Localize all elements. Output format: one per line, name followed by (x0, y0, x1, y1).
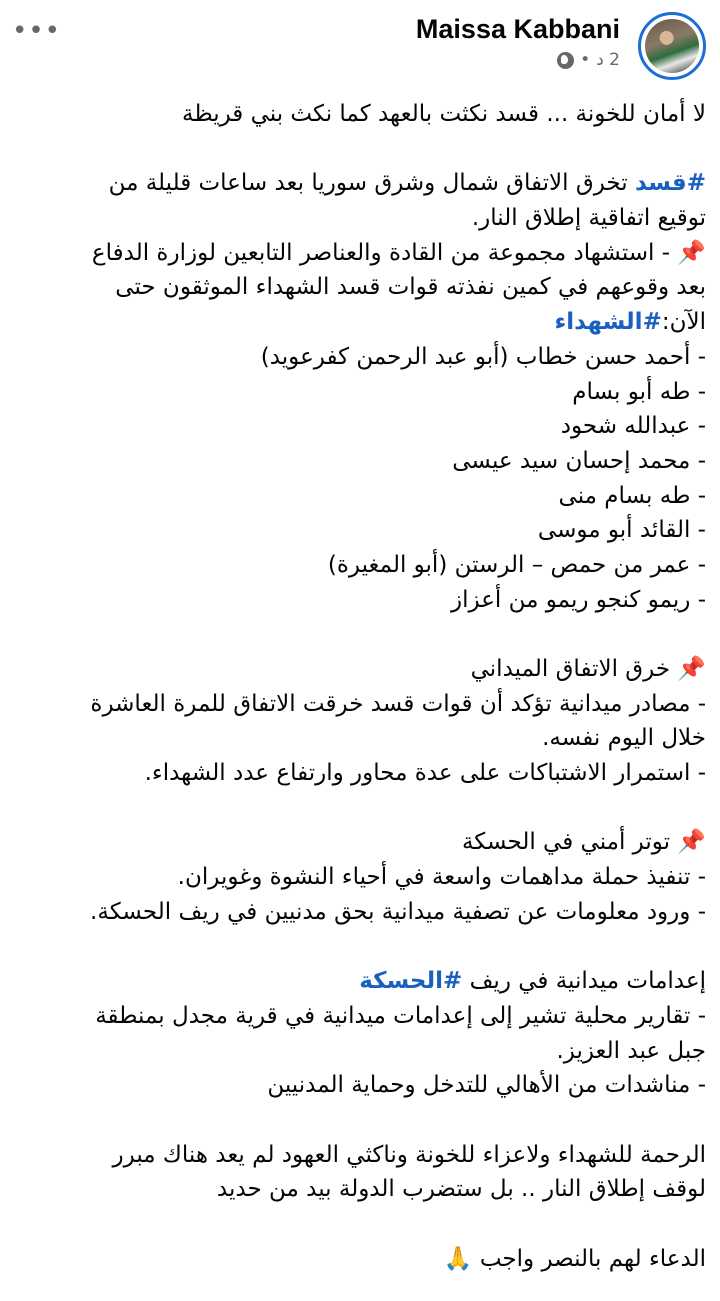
post-text-line (10, 340, 706, 375)
post-text-line (10, 687, 706, 722)
blank-line (10, 791, 706, 826)
post-text-line (10, 721, 706, 756)
text-segment: إعدامات ميدانية في ريف (462, 968, 706, 995)
post-text-line (10, 1242, 706, 1277)
post-text (10, 97, 706, 1276)
globe-icon (557, 52, 574, 69)
text-segment: - استمرار الاشتباكات على عدة محاور وارتفاع عدد الشهداء. (144, 760, 706, 787)
hashtag-link[interactable]: #الشهداء (554, 309, 662, 336)
post-text-line (10, 97, 706, 132)
text-segment: - القائد أبو موسى (537, 517, 706, 544)
text-segment: - أحمد حسن خطاب (أبو عبد الرحمن كفرعويد) (260, 343, 706, 370)
post-text-line (10, 1034, 706, 1069)
text-segment: - عبدالله شحود (560, 413, 706, 440)
post-text-line (10, 756, 706, 791)
post-text-line (10, 375, 706, 410)
hashtag-link[interactable]: #قسد (634, 170, 706, 197)
post-text-line (10, 270, 706, 305)
post-text-line (10, 583, 706, 618)
text-segment: لا أمان للخونة ... قسد نكثت بالعهد كما نكث بني قريظة (182, 101, 706, 127)
post-text-line (10, 201, 706, 236)
text-segment: 📌 توتر أمني في الحسكة (461, 829, 706, 856)
text-segment: - طه أبو بسام (572, 378, 706, 405)
hashtag-link[interactable]: #الحسكة (359, 968, 463, 995)
post-text-line (10, 305, 706, 340)
blank-line (10, 617, 706, 652)
text-segment: - مصادر ميدانية تؤكد أن قوات قسد خرقت الاتفاق للمرة العاشرة (90, 690, 706, 717)
separator: • (580, 50, 591, 70)
text-segment: خلال اليوم نفسه. (542, 725, 706, 752)
post-header (0, 0, 720, 95)
post-text-line (10, 825, 706, 860)
text-segment: - عمر من حمص – الرستن (أبو المغيرة) (327, 551, 706, 578)
post-meta (557, 50, 620, 70)
post-text-line (10, 999, 706, 1034)
blank-line (10, 132, 706, 167)
post-text-line (10, 479, 706, 514)
post-text-line (10, 1138, 706, 1173)
post-text-line (10, 513, 706, 548)
post-text-line (10, 895, 706, 930)
blank-line (10, 930, 706, 965)
text-segment: الآن: (661, 309, 706, 336)
post-text-line (10, 860, 706, 895)
post-text-line (10, 409, 706, 444)
text-segment: لوقف إطلاق النار .. بل ستضرب الدولة بيد من حديد (216, 1176, 706, 1203)
text-segment: - محمد إحسان سيد عيسى (452, 447, 706, 474)
post-text-line (10, 964, 706, 999)
blank-line (10, 1207, 706, 1242)
text-segment: - طه بسام منى (558, 482, 706, 509)
text-segment: 📌 - استشهاد مجموعة من القادة والعناصر التابعين لوزارة الدفاع (91, 239, 706, 266)
post-text-line (10, 548, 706, 583)
text-segment: - تنفيذ حملة مداهمات واسعة في أحياء النشوة وغويران. (177, 864, 706, 891)
more-options-button[interactable]: ••• (12, 16, 62, 46)
text-segment: - تقارير محلية تشير إلى إعدامات ميدانية في قرية مجدل بمنطقة (95, 1002, 706, 1029)
text-segment: - ريمو كنجو ريمو من أعزاز (451, 586, 706, 613)
text-segment: جبل عبد العزيز. (556, 1037, 706, 1064)
text-segment: 📌 خرق الاتفاق الميداني (470, 656, 706, 682)
post-text-line (10, 1068, 706, 1103)
post-text-line (10, 236, 706, 271)
text-segment: تخرق الاتفاق شمال وشرق سوريا بعد ساعات قليلة من (108, 170, 635, 197)
post-text-line (10, 444, 706, 479)
text-segment: الدعاء لهم بالنصر واجب 🙏 (443, 1245, 706, 1272)
text-segment: - مناشدات من الأهالي للتدخل وحماية المدنيين (267, 1072, 706, 1099)
text-segment: الرحمة للشهداء ولاعزاء للخونة وناكثي العهود لم يعد هناك مبرر (112, 1141, 706, 1168)
text-segment: بعد وقوعهم في كمين نفذته قوات قسد الشهداء الموثقون حتى (115, 274, 706, 301)
text-segment: توقيع اتفاقية إطلاق النار. (471, 205, 706, 232)
post-time[interactable]: 2 د (596, 50, 620, 70)
author-name[interactable]: Maissa Kabbani (415, 14, 620, 44)
post-text-line (10, 1172, 706, 1207)
blank-line (10, 1103, 706, 1138)
author-avatar[interactable] (638, 12, 706, 80)
post-text-line (10, 652, 706, 687)
post-text-line (10, 166, 706, 201)
text-segment: - ورود معلومات عن تصفية ميدانية بحق مدنيين في ريف الحسكة. (90, 898, 706, 925)
